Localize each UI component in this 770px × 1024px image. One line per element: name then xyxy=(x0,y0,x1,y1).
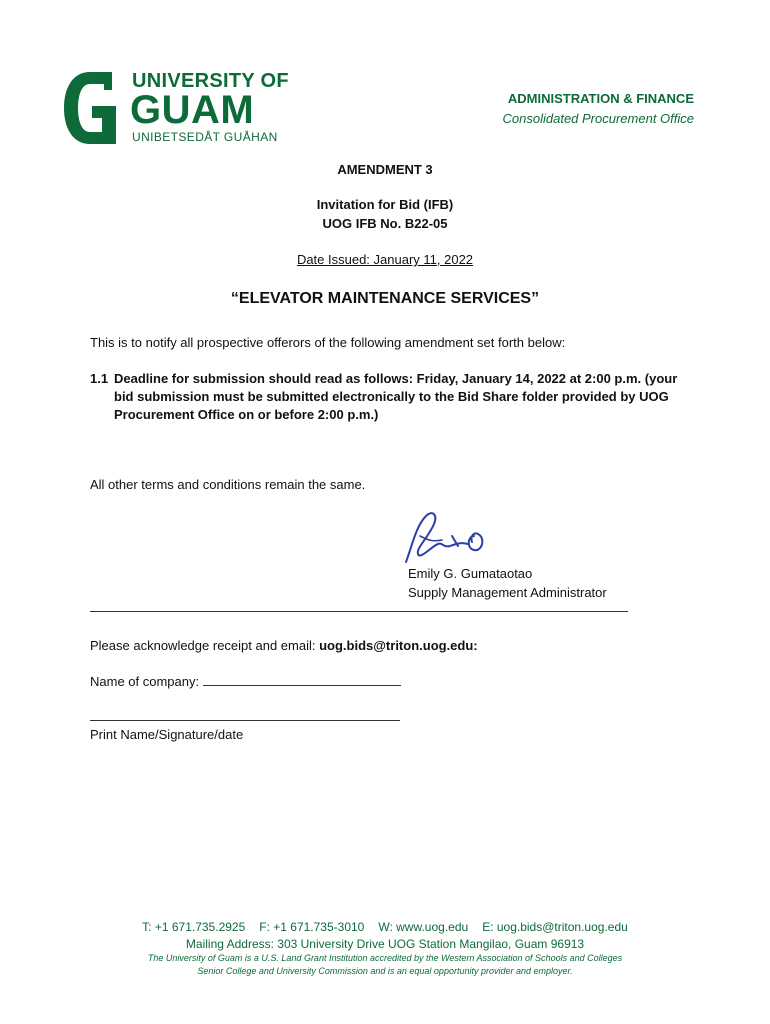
footer-web[interactable]: W: www.uog.edu xyxy=(378,920,469,934)
footer-mailing-address: Mailing Address: 303 University Drive UOG Station Mangilao, Guam 96913 xyxy=(185,937,585,951)
item-number: 1.1 xyxy=(90,371,109,386)
university-logo xyxy=(60,68,289,148)
handwritten-signature xyxy=(398,506,508,568)
item-text: Deadline for submission should read as follows: Friday, January 14, 2022 at 2:00 p.m. (your bid submission must be submitted electronically to the Bid Share folder provided by UOG Procurement Office on or before 2:00 p.m.) xyxy=(114,371,678,422)
acknowledge-prompt: Please acknowledge receipt and email: xyxy=(90,638,316,653)
department-name: ADMINISTRATION & FINANCE xyxy=(507,91,694,106)
logo-text-university-of: UNIVERSITY OF xyxy=(132,70,289,92)
uog-g-logo-icon xyxy=(60,68,122,148)
acknowledge-line xyxy=(90,638,478,653)
company-line xyxy=(90,673,401,689)
notice-text: This is to notify all prospective offerors of the following amendment set forth below: xyxy=(90,335,566,350)
company-label: Name of company: xyxy=(90,674,200,689)
signer-title: Supply Management Administrator xyxy=(408,585,607,600)
print-name-label: Print Name/Signature/date xyxy=(90,727,244,742)
amendment-heading: AMENDMENT 3 xyxy=(337,162,433,177)
office-name: Consolidated Procurement Office xyxy=(502,111,694,126)
footer-email[interactable]: E: uog.bids@triton.uog.edu xyxy=(482,920,628,934)
other-terms-text: All other terms and conditions remain the same. xyxy=(90,477,366,492)
footer-accreditation-1: The University of Guam is a U.S. Land Grant Institution accredited by the Western Association of Schools and Colleges xyxy=(147,953,623,963)
footer-fax: F: +1 671.735-3010 xyxy=(259,920,365,934)
acknowledge-email[interactable]: uog.bids@triton.uog.edu: xyxy=(319,638,478,653)
footer-contacts xyxy=(0,920,770,934)
section-divider xyxy=(90,611,628,612)
document-title: “ELEVATOR MAINTENANCE SERVICES” xyxy=(230,290,540,307)
footer-phone: T: +1 671.735.2925 xyxy=(142,920,246,934)
company-name-field[interactable] xyxy=(203,673,401,686)
logo-text-chamorro: UNIBETSEDÅT GUÅHAN xyxy=(132,130,278,144)
signer-name: Emily G. Gumataotao xyxy=(408,566,533,581)
signature-line[interactable] xyxy=(90,720,400,721)
date-issued: Date Issued: January 11, 2022 xyxy=(296,252,474,267)
ifb-number: UOG IFB No. B22-05 xyxy=(322,216,448,231)
logo-text-guam: GUAM xyxy=(130,88,255,132)
invitation-heading: Invitation for Bid (IFB) xyxy=(316,197,454,212)
footer-accreditation-2: Senior College and University Commission and is an equal opportunity provider and employer. xyxy=(197,966,573,976)
